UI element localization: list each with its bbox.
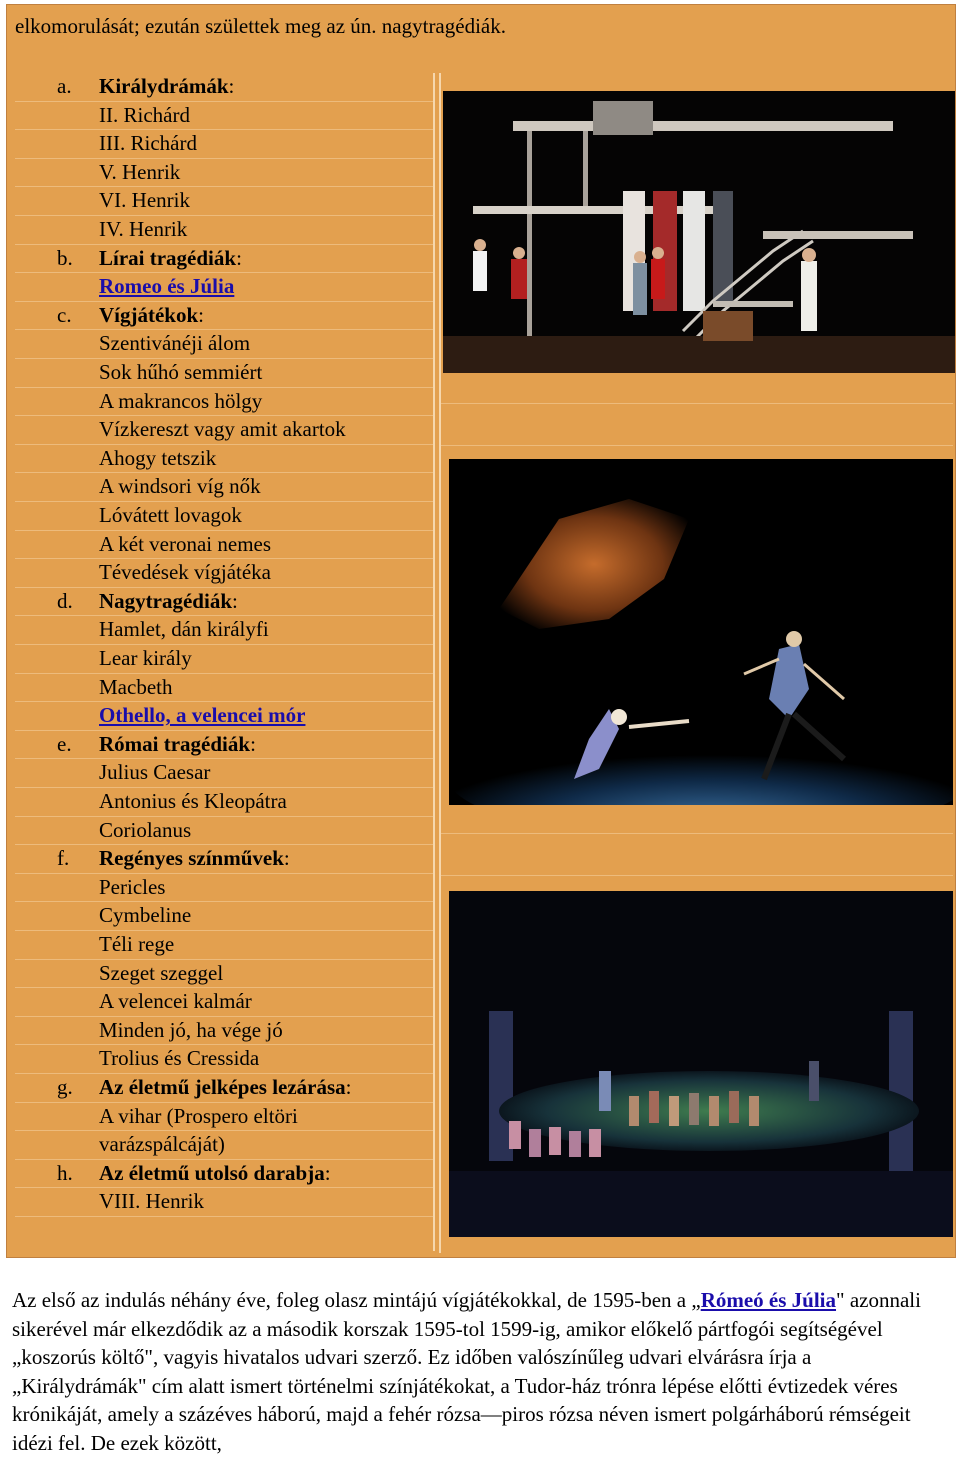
play-title: VIII. Henrik [99,1189,204,1214]
list-row [15,388,433,417]
list-row [15,1017,433,1046]
category-heading [99,1160,331,1187]
play-title: III. Richárd [99,131,197,156]
category-title: Az életmű utolsó darabja [99,1160,325,1185]
play-title: Sok hűhó semmiért [99,360,263,384]
category-title: Vígjátékok [99,302,199,327]
list-marker: h. [57,1160,73,1185]
play-title: V. Henrik [99,159,181,184]
play-title: Minden jó, ha vége jó [99,1017,283,1042]
list-marker: e. [57,731,72,756]
list-row [15,1188,433,1217]
category-colon: : [283,846,290,871]
list-row [15,759,433,788]
play-title: Szeget szeggel [99,960,224,985]
stage-photo-ensemble [449,891,953,1237]
play-title: Lóvátett lovagok [99,503,242,527]
list-row [15,645,433,674]
list-row [15,874,433,903]
intro-line: elkomorulását; ezután születtek meg az ún. nagytragédiák. [15,14,506,38]
list-marker: a. [57,74,72,98]
list-row [15,502,433,531]
category-colon: : [236,245,242,270]
list-row [15,731,433,760]
list-marker: f. [57,846,70,871]
play-title: Cymbeline [99,903,192,928]
list-row [15,245,433,274]
play-title: Pericles [99,874,166,899]
play-title: Macbeth [99,674,173,699]
play-title: Szentivánéji álom [99,331,251,356]
list-row [15,1045,433,1074]
list-row [15,473,433,502]
play-title: A velencei kalmár [99,989,252,1014]
list-row [15,674,433,703]
play-title: A makrancos hölgy [99,388,263,413]
category-colon: : [250,731,256,756]
list-row [15,845,433,874]
list-row [15,559,433,588]
list-row [15,159,433,188]
list-row [15,788,433,817]
list-row [15,416,433,445]
category-heading [99,845,290,872]
category-colon: : [324,1160,331,1185]
play-link[interactable]: Othello, a velencei mór [99,703,306,728]
category-heading [99,731,256,758]
romeo-julia-link[interactable]: Rómeó és Júlia [700,1288,837,1312]
category-title: Az életmű jelképes lezárása [99,1075,346,1099]
list-row [15,1103,433,1132]
category-heading [99,73,234,100]
category-heading [99,245,242,272]
play-title: A windsori víg nők [99,474,261,499]
list-row [15,445,433,474]
category-title: Regényes színművek [99,846,284,871]
category-colon: : [198,302,205,327]
category-colon: : [228,74,235,98]
list-row [15,102,433,131]
category-heading [99,1074,352,1101]
play-title: A két veronai nemes [99,531,272,556]
list-row [15,216,433,245]
play-title: Ahogy tetszik [99,445,217,470]
stage-photo-scaffold [443,91,955,373]
play-title: Téli rege [99,932,175,956]
list-row [15,960,433,989]
play-title: Lear király [99,646,192,670]
play-title: II. Richárd [99,102,190,127]
play-title: varázspálcáját) [99,1132,225,1157]
list-marker: c. [57,302,72,327]
list-row [15,588,433,617]
play-title: Coriolanus [99,817,192,842]
play-link-item [99,273,234,300]
list-row [15,531,433,560]
list-row [15,130,433,159]
list-row [15,702,433,731]
list-row [15,616,433,645]
category-heading [99,588,238,615]
play-title: VI. Henrik [99,188,190,213]
play-title: Hamlet, dán királyfi [99,617,269,642]
list-row [15,1160,433,1189]
list-marker: d. [57,588,73,613]
list-row [15,902,433,931]
category-colon: : [345,1075,352,1099]
category-heading [99,302,204,329]
paragraph-text-before: Az első az indulás néhány éve, foleg olasz mintájú vígjátékokkal, de 1595-ben a „ [12,1288,701,1312]
play-title: A vihar (Prospero eltöri [99,1103,298,1128]
list-row [15,817,433,846]
play-title: Trolius és Cressida [99,1046,260,1071]
list-row [15,359,433,388]
list-row [15,931,433,960]
play-title: Tévedések vígjátéka [99,560,271,585]
play-title: IV. Henrik [99,217,188,241]
content-table [6,4,956,1258]
list-row [15,330,433,359]
play-title: Vízkereszt vagy amit akartok [99,417,346,442]
category-title: Lírai tragédiák [99,245,237,270]
category-title: Nagytragédiák [99,588,232,613]
paragraph-text-after: " azonnali sikerével már elkezdődik az a második korszak 1595-tol 1599-ig, amikor előkelő pártfogói segítségével „koszorús költő", vagyis hivatalos udvari szerző. Ez időben valószínűleg udvari elvárásra írja a „Királydrámák" cím alatt ismert történelmi színjátékokat, a Tudor-ház trónra lépése előtti évtizedek véres krónikáját, amely a százéves háború, majd a fehér rózsa—piros rózsa néven ismert polgárháború rémségeit idézi fel. De ezek között, [12,1288,921,1455]
play-title: Julius Caesar [99,760,211,785]
play-link[interactable]: Romeo és Júlia [99,274,235,299]
list-row [15,273,433,302]
category-colon: : [232,588,238,613]
category-title: Római tragédiák [99,731,251,756]
body-paragraph [12,1286,942,1458]
photo-cell [439,73,955,1253]
play-list-cell [15,73,435,1251]
list-row [15,73,433,102]
stage-photo-dancers [449,459,953,805]
list-row [15,302,433,331]
play-link-item [99,702,305,729]
list-marker: g. [57,1075,73,1099]
list-row [15,1131,433,1160]
list-row [15,1074,433,1103]
list-row [15,988,433,1017]
list-marker: b. [57,245,73,270]
category-title: Királydrámák [99,74,229,98]
play-title: Antonius és Kleopátra [99,789,287,813]
list-row [15,187,433,216]
